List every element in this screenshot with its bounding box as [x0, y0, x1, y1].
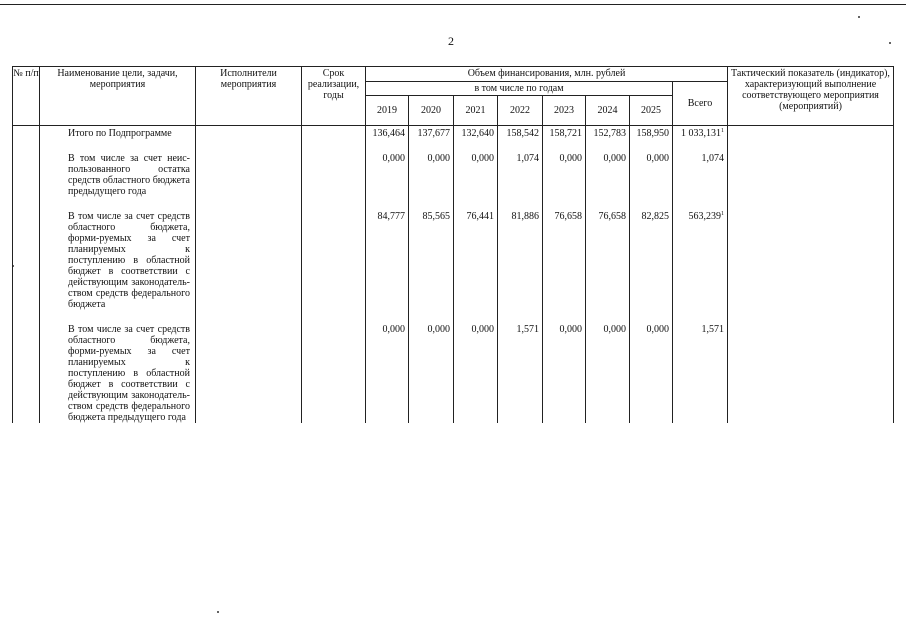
value-total: [673, 126, 728, 140]
header-year-2019: 2019: [366, 96, 409, 126]
value-2020: 137,677: [409, 126, 454, 140]
cell-no: [13, 153, 40, 197]
header-year-2025: 2025: [630, 96, 673, 126]
value-2021: 132,640: [454, 126, 498, 140]
value-total: [673, 211, 728, 310]
value-2025: 0,000: [630, 324, 673, 423]
cell-executors: [196, 324, 302, 423]
header-term: Срок реализации, годы: [302, 67, 366, 126]
row-spacer: [13, 197, 894, 211]
row-name: В том числе за счет неис-пользованного остатка средств областного бюджета предыдущего года: [40, 153, 196, 197]
footnote-mark: 1: [721, 128, 724, 134]
cell-no: [13, 211, 40, 310]
value-2024: 0,000: [586, 324, 630, 423]
financing-table: [12, 66, 894, 423]
cell-no: [13, 324, 40, 423]
value-2021: 0,000: [454, 153, 498, 197]
header-year-2022: 2022: [498, 96, 543, 126]
row-spacer: [13, 139, 894, 153]
cell-executors: [196, 153, 302, 197]
value-2020: 85,565: [409, 211, 454, 310]
scan-speck: [858, 16, 860, 18]
table-row: [13, 126, 894, 140]
header-year-2023: 2023: [543, 96, 586, 126]
footnote-mark: 1: [721, 211, 724, 217]
value-2022: 1,571: [498, 324, 543, 423]
value-2019: 0,000: [366, 153, 409, 197]
header-no: № п/п: [13, 67, 40, 126]
value-2019: 0,000: [366, 324, 409, 423]
value-2020: 0,000: [409, 324, 454, 423]
header-financing: Объем финансирования, млн. рублей: [366, 67, 728, 82]
value-2023: 158,721: [543, 126, 586, 140]
value-2022: 158,542: [498, 126, 543, 140]
table-row: [13, 153, 894, 197]
value-total: [673, 324, 728, 423]
header-name: Наименование цели, задачи, мероприятия: [40, 67, 196, 126]
cell-indicator: [728, 126, 894, 140]
header-executors: Исполнители мероприятия: [196, 67, 302, 126]
cell-executors: [196, 126, 302, 140]
value-2025: 82,825: [630, 211, 673, 310]
value-2024: 152,783: [586, 126, 630, 140]
header-year-2020: 2020: [409, 96, 454, 126]
value-2025: 158,950: [630, 126, 673, 140]
value-2023: 0,000: [543, 324, 586, 423]
header-year-2021: 2021: [454, 96, 498, 126]
row-name: В том числе за счет средств областного бюджета, форми-руемых за счет планируемых к поступлению в областной бюджет в соответствии с действующим законодатель-ством средств федерального бюджета предыдущего года: [40, 324, 196, 423]
value-2024: 76,658: [586, 211, 630, 310]
table-row: [13, 211, 894, 310]
row-name: В том числе за счет средств областного бюджета, форми-руемых за счет планируемых к поступлению в областной бюджет в соответствии с действующим законодатель-ством средств федерального бюджета: [40, 211, 196, 310]
value-2021: 0,000: [454, 324, 498, 423]
value-2019: 84,777: [366, 211, 409, 310]
header-by-years: в том числе по годам: [366, 82, 673, 96]
row-spacer: [13, 310, 894, 324]
value-2022: 81,886: [498, 211, 543, 310]
scan-speck: [217, 611, 219, 613]
scan-speck: [889, 42, 891, 44]
value-2025: 0,000: [630, 153, 673, 197]
header-indicator: Тактический показатель (индикатор), характеризующий выполнение соответствующего мероприятия (мероприятий): [728, 67, 894, 126]
total-value: 1,571: [701, 324, 724, 335]
cell-term: [302, 324, 366, 423]
value-2019: 136,464: [366, 126, 409, 140]
total-value: 1 033,131: [681, 128, 721, 139]
total-value: 563,239: [688, 211, 721, 222]
cell-no: [13, 126, 40, 140]
value-total: [673, 153, 728, 197]
value-2021: 76,441: [454, 211, 498, 310]
table-row: [13, 324, 894, 423]
top-border-line: [0, 4, 906, 5]
value-2023: 0,000: [543, 153, 586, 197]
value-2024: 0,000: [586, 153, 630, 197]
cell-indicator: [728, 324, 894, 423]
header-year-2024: 2024: [586, 96, 630, 126]
cell-term: [302, 211, 366, 310]
cell-term: [302, 126, 366, 140]
value-2023: 76,658: [543, 211, 586, 310]
cell-indicator: [728, 211, 894, 310]
value-2020: 0,000: [409, 153, 454, 197]
cell-executors: [196, 211, 302, 310]
cell-indicator: [728, 153, 894, 197]
total-value: 1,074: [701, 153, 724, 164]
page-number: 2: [448, 34, 454, 48]
header-total: Всего: [673, 82, 728, 126]
row-name: Итого по Подпрограмме: [40, 126, 196, 140]
value-2022: 1,074: [498, 153, 543, 197]
cell-term: [302, 153, 366, 197]
